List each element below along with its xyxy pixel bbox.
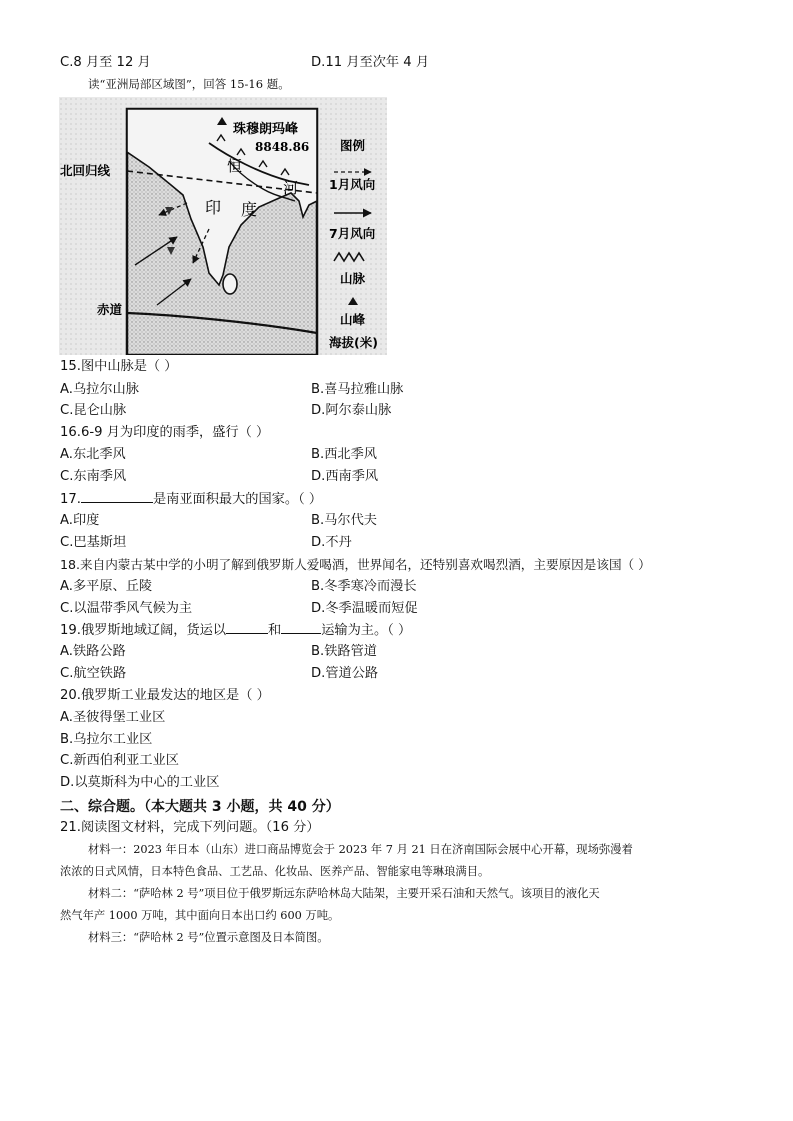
sri-lanka	[223, 274, 237, 294]
equator-label: 赤道	[97, 302, 123, 317]
q20-stem: 20.俄罗斯工业最发达的地区是（ ）	[60, 688, 270, 703]
option-c-prev: C.8 月至 12 月	[60, 55, 151, 70]
q18-option-d: D.冬季温暖而短促	[311, 601, 418, 616]
legend-jul-label: 7月风向	[329, 226, 376, 241]
q17-option-b: B.马尔代夫	[311, 513, 377, 528]
asia-region-map	[59, 97, 387, 355]
map-intro: 读“亚洲局部区域图”，回答 15-16 题。	[88, 77, 290, 91]
q20-option-c: C.新西伯利亚工业区	[60, 753, 179, 768]
q19-option-b: B.铁路管道	[311, 644, 377, 659]
q19-option-d: D.管道公路	[311, 666, 379, 681]
q18-option-c: C.以温带季风气候为主	[60, 601, 193, 616]
legend-peak-label: 山峰	[340, 312, 366, 327]
q17-number: 17.	[60, 492, 81, 507]
q16-option-b: B.西北季风	[311, 447, 377, 462]
material-2-line-1: 材料二：“萨哈林 2 号”项目位于俄罗斯远东萨哈林岛大陆架，主要开采石油和天然气。该项目的液化天	[88, 887, 600, 900]
tropic-label: 北回归线	[60, 163, 111, 178]
material-1-line-1: 材料一：2023 年日本（山东）进口商品博览会于 2023 年 7 月 21 日在济南国际会展中心开幕，现场弥漫着	[88, 843, 633, 856]
q16-option-a: A.东北季风	[60, 447, 126, 462]
q16-option-c: C.东南季风	[60, 469, 127, 484]
q19-stem-mid: 和	[268, 623, 282, 638]
q19-stem-line	[60, 621, 411, 640]
q16-stem: 16.6-9 月为印度的雨季，盛行（ ）	[60, 425, 270, 440]
region-char-2: 度	[241, 200, 258, 219]
q16-option-d: D.西南季风	[311, 469, 379, 484]
region-char-1: 印	[205, 198, 222, 217]
q18-option-a: A.多平原、丘陵	[60, 579, 153, 594]
river-char-2: 河	[283, 179, 299, 197]
q17-blank	[81, 490, 153, 503]
q15-option-c: C.昆仑山脉	[60, 403, 127, 418]
q19-stem-post: 运输为主。（ ）	[321, 623, 412, 638]
q20-option-b: B.乌拉尔工业区	[60, 732, 153, 747]
q19-blank-1	[226, 621, 268, 634]
legend-jan-label: 1月风向	[329, 177, 376, 192]
q18-stem: 18.来自内蒙古某中学的小明了解到俄罗斯人爱喝酒，世界闻名，还特别喜欢喝烈酒，主要原因是该国（ ）	[60, 557, 651, 572]
q20-option-d: D.以莫斯科为中心的工业区	[60, 775, 220, 790]
option-d-prev: D.11 月至次年 4 月	[311, 55, 430, 70]
legend-title: 图例	[340, 138, 366, 153]
q18-option-b: B.冬季寒冷而漫长	[311, 579, 417, 594]
q17-option-d: D.不丹	[311, 535, 352, 550]
q17-option-c: C.巴基斯坦	[60, 535, 127, 550]
peak-height: 8848.86	[255, 140, 310, 154]
q20-option-a: A.圣彼得堡工业区	[60, 710, 166, 725]
q17-stem-line	[60, 490, 322, 509]
q15-stem: 15.图中山脉是（ ）	[60, 359, 178, 374]
q19-blank-2	[281, 621, 321, 634]
q19-option-a: A.铁路公路	[60, 644, 126, 659]
material-1-line-2: 浓浓的日式风情，日本特色食品、工艺品、化妆品、医养产品、智能家电等琳琅满目。	[60, 865, 490, 878]
material-3-line-1: 材料三：“萨哈林 2 号”位置示意图及日本简图。	[88, 931, 329, 944]
q15-option-a: A.乌拉尔山脉	[60, 382, 139, 397]
section-2-heading: 二、综合题。（本大题共 3 小题，共 40 分）	[60, 799, 340, 815]
legend-altitude-label: 海拔(米)	[329, 335, 378, 350]
peak-name: 珠穆朗玛峰	[233, 122, 299, 137]
q21-stem: 21.阅读图文材料，完成下列问题。（16 分）	[60, 820, 320, 835]
legend-mountain-label: 山脉	[340, 271, 366, 286]
q17-option-a: A.印度	[60, 513, 100, 528]
q15-option-d: D.阿尔泰山脉	[311, 403, 392, 418]
river-char-1: 恒	[227, 157, 243, 175]
q15-option-b: B.喜马拉雅山脉	[311, 382, 404, 397]
q19-option-c: C.航空铁路	[60, 666, 127, 681]
material-2-line-2: 然气年产 1000 万吨，其中面向日本出口约 600 万吨。	[60, 909, 340, 922]
q17-stem: 是南亚面积最大的国家。（ ）	[152, 492, 323, 507]
q19-stem-pre: 19.俄罗斯地域辽阔，货运以	[60, 623, 227, 638]
